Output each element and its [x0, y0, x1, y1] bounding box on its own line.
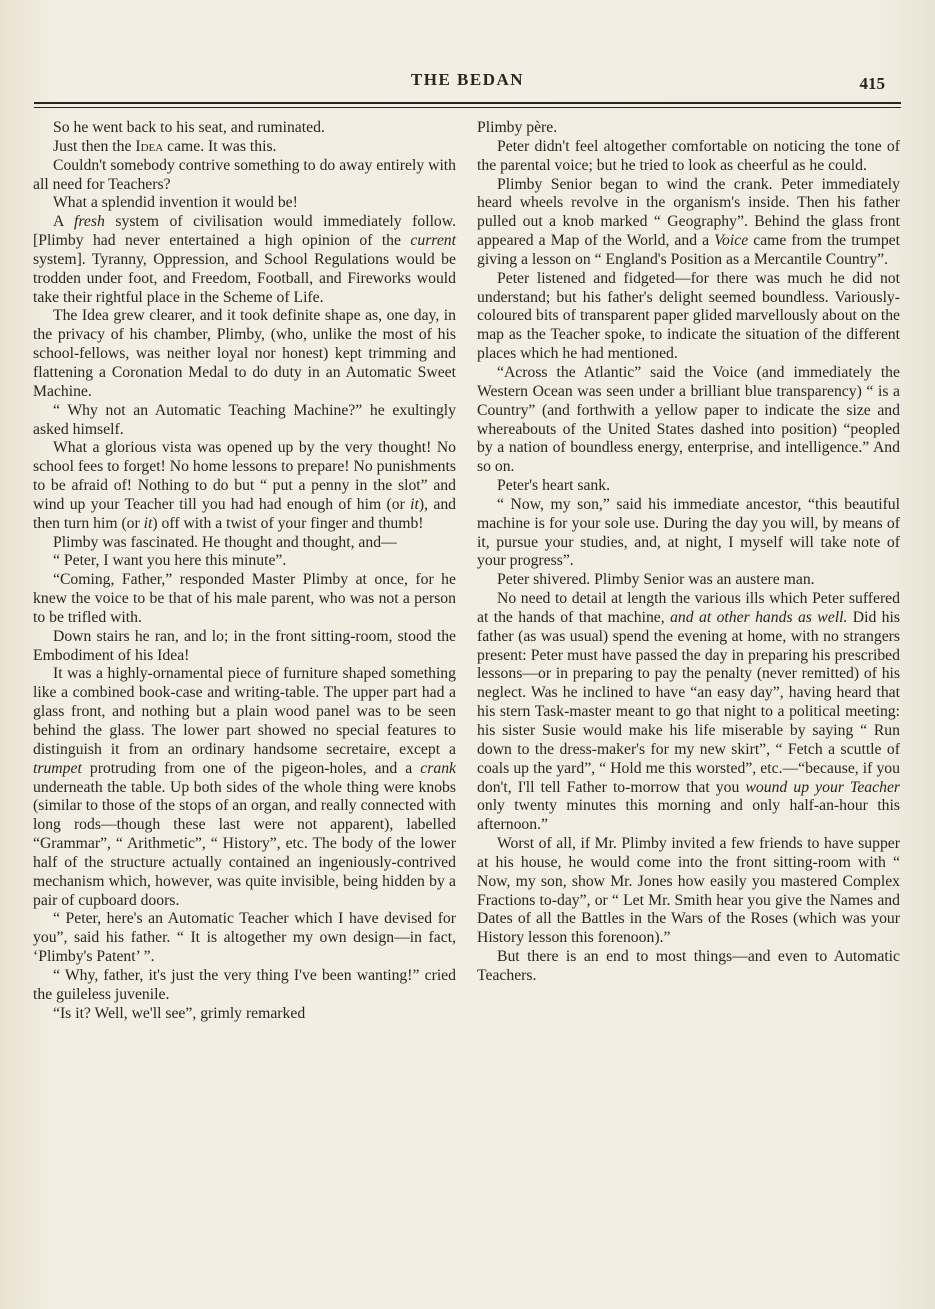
paragraph: Peter listened and fidgeted—for there was much he did not understand; but his father's delight seemed boundless. Variously-coloured bits of transparent paper glided marvellously about on the map as the Teacher spoke, to indicate the situation of the different places which he had mentioned. — [477, 269, 900, 363]
page-number: 415 — [859, 74, 885, 93]
paragraph: What a splendid invention it would be! — [53, 194, 298, 212]
right-column — [477, 119, 900, 986]
paragraph: Down stairs he ran, and lo; in the front sitting-room, stood the Embodiment of his Idea! — [33, 627, 456, 664]
paragraph: Plimby père. — [477, 119, 558, 136]
paragraph: Plimby was fascinated. He thought and thought, and— — [53, 533, 397, 551]
paragraph: “ Now, my son,” said his immediate ancestor, “this beautiful machine is for your sole use. During the day you will, by means of it, pursue your studies, and, at night, I myself will take note of your progress”. — [477, 495, 900, 570]
paragraph: The Idea grew clearer, and it took definite shape as, one day, in the privacy of his chamber, Plimby, (who, unlike the most of his school-fellows, was neither loyal nor honest) kept trimming and flattening a Coronation Medal to do duty in an Automatic Sweet Machine. — [33, 307, 456, 400]
paragraph: It was a highly-ornamental piece of furniture shaped something like a combined book-case and writing-table. The upper part had a glass front, and nothing but a plain wood panel was to be seen behind the glass. The lower part showed no special features to distinguish it from an ordinary handsome secretaire, except a trumpet protruding from one of the pigeon-holes, and a crank underneath the table. Up both sides of the whole thing were knobs (similar to those of the stops of an organ, and really connected with long rods—though these last were not apparent), labelled “Grammar”, “ Arithmetic”, “ History”, etc. The body of the lower half of the structure actually contained an ingeniously-contrived mechanism which, however, was quite invisible, being hidden by a pair of cupboard doors. — [33, 665, 456, 909]
paragraph: Peter didn't feel altogether comfortable on noticing the tone of the parental voice; but he tried to look as cheerful as he could. — [477, 137, 900, 174]
paragraph: Peter's heart sank. — [497, 477, 611, 495]
paragraph: What a glorious vista was opened up by the very thought! No school fees to forget! No home lessons to prepare! No punishments to be afraid of! Nothing to do but “ put a penny in the slot” and wind up your Teacher till you had had enough of him (or it), and then turn him (or it) off with a twist of your finger and thumb! — [33, 439, 457, 532]
paragraph: “ Peter, here's an Automatic Teacher which I have devised for you”, said his father. “ It is altogether my own design—in fact, ‘Plimby's Patent’ ”. — [33, 910, 456, 966]
paragraph: “Across the Atlantic” said the Voice (and immediately the Western Ocean was seen under a brilliant blue transparency) “ is a Country” (and forthwith a yellow paper to indicate the size and whereabouts of the United States dashed into position) “peopled by a nation of boundless energy, enterprise, and intelligence.” And so on. — [477, 363, 900, 476]
header-rule-thick — [34, 102, 901, 104]
paragraph: But there is an end to most things—and even to Automatic Teachers. — [477, 948, 900, 984]
paragraph: No need to detail at length the various ills which Peter suffered at the hands of that machine, and at other hands as well. Did his father (as was usual) spend the evening at home, with no strangers present: Peter must have passed the day in preparing his prescribed lessons—or in preparing to pay the penalty (never remitted) of his neglect. Was he inclined to have “an easy day”, having heard that his stern Task-master meant to go that night to a political meeting: his sister Susie would make his life miserable by saying “ Run down to the dress-maker's for my new skirt”, “ Fetch a scuttle of coals up the yard”, “ Hold me this worsted”, etc.—“because, if you don't, I'll tell Father to-morrow that you wound up your Teacher only twenty minutes this morning and only half-an-hour this afternoon.” — [477, 590, 901, 834]
paragraph: “Is it? Well, we'll see”, grimly remarked — [53, 1004, 306, 1022]
paragraph: “Coming, Father,” responded Master Plimby at once, for he knew the voice to be that of his male parent, who was not a person to be trifled with. — [33, 571, 456, 626]
left-column — [33, 119, 456, 1024]
paragraph: Peter shivered. Plimby Senior was an austere man. — [497, 571, 815, 589]
running-title: THE BEDAN — [410, 70, 525, 89]
paragraph: Just then the Idea came. It was this. — [53, 137, 277, 155]
paragraph: “ Why, father, it's just the very thing I've been wanting!” cried the guileless juvenile. — [33, 966, 456, 1003]
paragraph: A fresh system of civilisation would immediately follow. [Plimby had never entertained a high opinion of the current system]. Tyranny, Oppression, and School Regulations would be trodden under foot, and Freedom, Football, and Fireworks would take their rightful place in the Scheme of Life. — [33, 213, 457, 306]
paragraph: Couldn't somebody contrive something to do away entirely with all need for Teachers? — [33, 156, 456, 193]
paragraph: Plimby Senior began to wind the crank. Peter immediately heard wheels revolve in the organism's inside. Then his father pulled out a knob marked “ Geography”. Behind the glass front appeared a Map of the World, and a Voice came from the trumpet giving a lesson on “ England's Position as a Mercantile Country”. — [477, 175, 900, 268]
paragraph: Worst of all, if Mr. Plimby invited a few friends to have supper at his house, he would come into the front sitting-room with “ Now, my son, show Mr. Jones how easily you mastered Complex Fractions to-day”, or “ Let Mr. Smith hear you give the Names and Dates of all the Battles in the Wars of the Roses (which was your History lesson this forenoon).” — [477, 835, 900, 947]
paragraph: “ Why not an Automatic Teaching Machine?” he exultingly asked himself. — [33, 401, 456, 438]
paragraph: “ Peter, I want you here this minute”. — [53, 552, 287, 570]
header-rule-thin — [34, 107, 901, 108]
page-header — [0, 70, 935, 94]
paragraph: So he went back to his seat, and ruminated. — [53, 119, 325, 136]
